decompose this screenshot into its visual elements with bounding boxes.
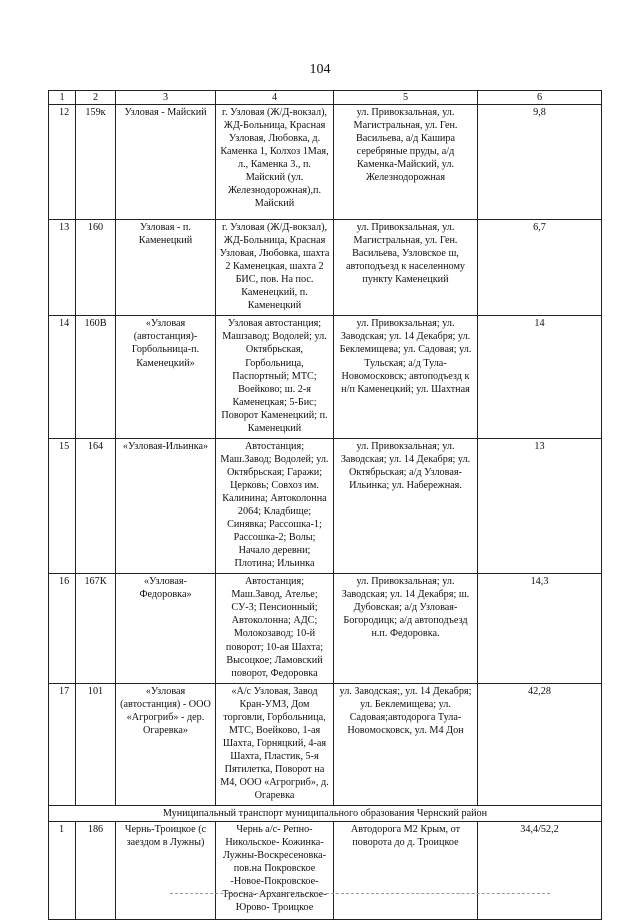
route-streets: ул. Привокзальная, ул. Магистральная, ул. Ген. Васильева, а/д Кашира серебряные пруды, а/д Каменка-Майский, ул. Железнодорожная	[334, 105, 478, 220]
footer-scan-line	[170, 893, 550, 895]
route-number: 167К	[76, 574, 116, 683]
route-length: 14,3	[478, 574, 602, 683]
route-stops: г. Узловая (Ж/Д-вокзал), ЖД-Больница, Красная Узловая, Любовка, шахта 2 Каменецкая, шахта 2 БИС, пов. На пос. Каменецкий, п. Каменецкий	[216, 220, 334, 316]
row-number: 12	[49, 105, 76, 220]
row-number: 17	[49, 683, 76, 805]
route-streets: ул. Заводская;, ул. 14 Декабря; ул. Беклемищева; ул. Садовая;автодорога Тула-Новомосковск, ул. М4 Дон	[334, 683, 478, 805]
route-length: 34,4/52,2	[478, 822, 602, 920]
section-title: Муниципальный транспорт муниципального образования Чернский район	[49, 806, 602, 822]
route-name: «Узловая- Федоровка»	[116, 574, 216, 683]
route-streets: ул. Привокзальная; ул. Заводская; ул. 14 Декабря; ул. Октябрьская; а/д Узловая-Ильинка; ул. Набережная.	[334, 438, 478, 573]
route-name: Чернь-Троицкое (с заездом в Лужны)	[116, 822, 216, 920]
route-stops: Автостанция; Маш.Завод, Ателье; СУ-3; Пенсионный; Автоколонна; АДС; Молокозавод; 10-й поворот; 10-ая Шахта; Высоцкое; Ламовский поворот, Федоровка	[216, 574, 334, 683]
route-number: 101	[76, 683, 116, 805]
route-stops: Чернь а/с- Репно-Никольское- Кожинка-Лужны-Воскресеновка-пов.на Покровское -Новое-Покровское-Тросна- Архангельское-Юрово- Троицкое	[216, 822, 334, 920]
route-number: 186	[76, 822, 116, 920]
header-cell: 1	[49, 91, 76, 105]
route-stops: г. Узловая (Ж/Д-вокзал), ЖД-Больница, Красная Узловая, Любовка, д. Каменка 1, Колхоз 1Мая, л., Каменка 3., п. Майский (ул. Железнодорожная),п. Майский	[216, 105, 334, 220]
route-length: 14	[478, 316, 602, 438]
row-number: 16	[49, 574, 76, 683]
route-length: 42,28	[478, 683, 602, 805]
row-number: 13	[49, 220, 76, 316]
header-cell: 5	[334, 91, 478, 105]
header-cell: 3	[116, 91, 216, 105]
route-streets: ул. Привокзальная; ул. Заводская; ул. 14 Декабря; ш. Дубовская; а/д Узловая-Богородицк; а/д автоподъезд н.п. Федоровка.	[334, 574, 478, 683]
route-name: «Узловая (автостанция) - ООО «Агрогриб» - дер. Огаревка»	[116, 683, 216, 805]
table-row	[49, 574, 602, 683]
route-stops: «А/с Узловая, Завод Кран-УМЗ, Дом торговли, Горбольница, МТС, Воейково, 1-ая Шахта, Горняцкий, 4-ая Шахта, Пластик, 5-я Пятилетка, Поворот на М4, ООО «Агрогриб», д. Огаревка	[216, 683, 334, 805]
route-streets: ул. Привокзальная, ул. Магистральная, ул. Ген. Васильева, Узловское ш, автоподъезд к населенному пункту Каменецкий	[334, 220, 478, 316]
row-number: 15	[49, 438, 76, 573]
route-number: 159к	[76, 105, 116, 220]
route-number: 160	[76, 220, 116, 316]
row-number: 14	[49, 316, 76, 438]
row-number: 1	[49, 822, 76, 920]
route-streets: ул. Привокзальная; ул. Заводская; ул. 14 Декабря; ул. Беклемищева; ул. Садовая; ул. Тульская; а/д Тула-Новомосковск; автоподъезд к н/п Каменецкий; ул. Шахтная	[334, 316, 478, 438]
section-header-row	[49, 806, 602, 822]
route-streets: Автодорога М2 Крым, от поворота до д. Троицкое	[334, 822, 478, 920]
route-length: 9,8	[478, 105, 602, 220]
table-row	[49, 105, 602, 220]
header-cell: 6	[478, 91, 602, 105]
table-row	[49, 220, 602, 316]
route-number: 160В	[76, 316, 116, 438]
route-number: 164	[76, 438, 116, 573]
route-length: 6,7	[478, 220, 602, 316]
header-cell: 2	[76, 91, 116, 105]
route-stops: Узловая автостанция; Машзавод; Водолей; ул. Октябрьская, Горбольница, Паспортный; МТС; Воейково; ш. 2-я Каменецкая; 5-Бис; Поворот Каменецкий; п. Каменецкий	[216, 316, 334, 438]
route-name: Узловая - п. Каменецкий	[116, 220, 216, 316]
routes-table	[48, 90, 602, 920]
table-row	[49, 316, 602, 438]
table-row	[49, 438, 602, 573]
route-name: «Узловая (автостанция)- Горбольница-п. Каменецкий»	[116, 316, 216, 438]
route-stops: Автостанция; Маш.Завод; Водолей; ул. Октябрьская; Гаражи; Церковь; Совхоз им. Калинина; Автоколонна 2064; Кладбище; Синявка; Рассошка-1; Рассошка-2; Волы; Начало деревни; Плотина; Ильинка	[216, 438, 334, 573]
route-name: Узловая - Майский	[116, 105, 216, 220]
route-name: «Узловая-Ильинка»	[116, 438, 216, 573]
table-header-row	[49, 91, 602, 105]
route-length: 13	[478, 438, 602, 573]
table-row	[49, 683, 602, 805]
page-number: 104	[309, 62, 331, 77]
header-cell: 4	[216, 91, 334, 105]
